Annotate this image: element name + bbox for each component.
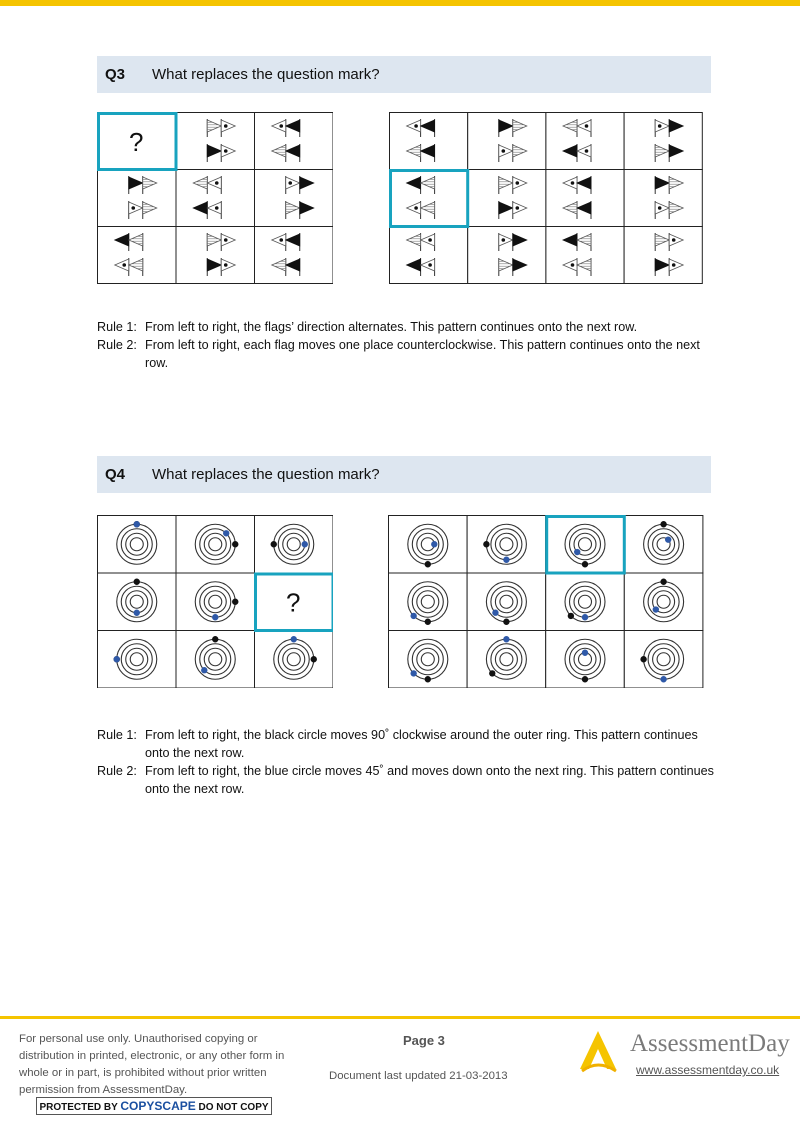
flag-dot xyxy=(428,238,432,242)
q3-rules xyxy=(97,318,717,372)
q3-header xyxy=(97,56,711,93)
black-dot xyxy=(660,579,666,585)
blue-dot xyxy=(665,536,671,542)
black-dot xyxy=(232,541,238,547)
flag-dot xyxy=(428,263,432,267)
black-dot xyxy=(489,670,495,676)
last-updated: Document last updated 21-03-2013 xyxy=(329,1070,508,1082)
q3-rule-1 xyxy=(97,318,717,336)
brand-name: AssessmentDay xyxy=(630,1030,790,1057)
blue-dot xyxy=(574,549,580,555)
flag-dot xyxy=(122,263,126,267)
black-dot xyxy=(568,613,574,619)
rule-text: From left to right, the flags’ direction alternates. This pattern continues onto the next row. xyxy=(145,320,638,334)
flag-dot xyxy=(585,124,589,128)
flag-dot xyxy=(658,206,662,210)
top-accent-bar xyxy=(0,0,800,6)
flag-dot xyxy=(516,181,520,185)
q4-question-mark: ? xyxy=(286,587,301,618)
grid-cell xyxy=(624,170,702,227)
flag-dot xyxy=(224,263,228,267)
assessmentday-logo-icon xyxy=(578,1029,618,1073)
rule-label: Rule 2: xyxy=(97,764,137,778)
copyscape-prefix: PROTECTED BY xyxy=(39,1102,118,1113)
q3-question-mark: ? xyxy=(129,127,144,157)
copyscape-brand: COPYSCAPE xyxy=(120,1099,196,1113)
blue-dot xyxy=(503,636,509,642)
flag-dot xyxy=(502,238,506,242)
flag-dot xyxy=(414,206,418,210)
grid-cell xyxy=(468,113,546,170)
blue-dot xyxy=(653,606,659,612)
blue-dot xyxy=(291,636,297,642)
flag-dot xyxy=(224,238,228,242)
grid-cell xyxy=(390,113,468,170)
q3-answer-grid xyxy=(389,112,703,284)
q3-question: What replaces the question mark? xyxy=(152,66,380,83)
blue-dot xyxy=(114,656,120,662)
rule-label: Rule 2: xyxy=(97,338,137,352)
black-dot xyxy=(582,676,588,682)
grid-cell xyxy=(176,227,255,284)
rule-label: Rule 1: xyxy=(97,728,137,742)
flag-dot xyxy=(279,124,283,128)
flag-dot xyxy=(672,238,676,242)
q4-question-grid xyxy=(97,515,333,688)
flag-dot xyxy=(279,238,283,242)
blue-dot xyxy=(492,610,498,616)
grid-cell xyxy=(546,113,624,170)
black-dot xyxy=(212,636,218,642)
grid-cell xyxy=(98,227,177,284)
black-dot xyxy=(503,619,509,625)
blue-dot xyxy=(134,610,140,616)
flag-dot xyxy=(585,149,589,153)
blue-dot xyxy=(223,530,229,536)
black-dot xyxy=(425,676,431,682)
grid-cell xyxy=(98,170,177,227)
flag-dot xyxy=(658,124,662,128)
blue-dot xyxy=(410,613,416,619)
grid-cell xyxy=(624,113,702,170)
grid-cell xyxy=(546,227,624,284)
grid-cell xyxy=(468,227,546,284)
black-dot xyxy=(271,541,277,547)
q3-number: Q3 xyxy=(105,66,126,83)
copyscape-badge[interactable] xyxy=(36,1097,272,1115)
q3-question-grid xyxy=(97,112,333,284)
black-dot xyxy=(483,541,489,547)
black-dot xyxy=(134,579,140,585)
q4-header xyxy=(97,456,711,493)
flag-dot xyxy=(224,149,228,153)
flag-dot xyxy=(672,263,676,267)
black-dot xyxy=(425,619,431,625)
blue-dot xyxy=(410,670,416,676)
black-dot xyxy=(640,656,646,662)
grid-cell xyxy=(546,170,624,227)
flag-dot xyxy=(414,124,418,128)
page-number: Page 3 xyxy=(403,1033,445,1048)
footer-legal-notice: For personal use only. Unauthorised copying or distribution in printed, electronic, or any other form in whole or in part, is prohibited without prior written permission from AssessmentDay. xyxy=(19,1033,285,1096)
flag-dot xyxy=(516,206,520,210)
blue-dot xyxy=(582,650,588,656)
rule-label: Rule 1: xyxy=(97,320,137,334)
rule-text: From left to right, each flag moves one place counterclockwise. This pattern continues onto the next row. xyxy=(145,338,700,370)
black-dot xyxy=(660,521,666,527)
copyscape-suffix: DO NOT COPY xyxy=(198,1102,269,1113)
q4-rules xyxy=(97,726,717,798)
flag-dot xyxy=(131,206,135,210)
black-dot xyxy=(582,561,588,567)
black-dot xyxy=(232,599,238,605)
q4-question: What replaces the question mark? xyxy=(152,466,380,483)
blue-dot xyxy=(134,521,140,527)
q4-rule-1 xyxy=(97,726,717,762)
grid-cell xyxy=(176,170,255,227)
grid-cell xyxy=(255,227,334,284)
flag-dot xyxy=(215,181,219,185)
grid-cell xyxy=(390,170,468,227)
blue-dot xyxy=(302,541,308,547)
black-dot xyxy=(311,656,317,662)
blue-dot xyxy=(431,541,437,547)
website-link[interactable]: www.assessmentday.co.uk xyxy=(636,1063,780,1077)
q3-rule-2 xyxy=(97,336,717,372)
grid-cell xyxy=(255,113,334,170)
flag-dot xyxy=(571,181,575,185)
grid-cell xyxy=(468,170,546,227)
footer-accent-line xyxy=(0,1016,800,1019)
q4-number: Q4 xyxy=(105,466,126,483)
rule-text: From left to right, the blue circle moves 45˚ and moves down onto the next ring. This pattern continues onto the next row. xyxy=(145,764,714,796)
blue-dot xyxy=(660,676,666,682)
blue-dot xyxy=(201,667,207,673)
grid-cell xyxy=(176,113,255,170)
grid-cell xyxy=(624,227,702,284)
blue-dot xyxy=(212,614,218,620)
black-dot xyxy=(425,561,431,567)
rule-text: From left to right, the black circle moves 90˚ clockwise around the outer ring. This pattern continues onto the next row. xyxy=(145,728,698,760)
blue-dot xyxy=(503,557,509,563)
blue-dot xyxy=(582,614,588,620)
q4-rule-2 xyxy=(97,762,717,798)
flag-dot xyxy=(571,263,575,267)
flag-dot xyxy=(224,124,228,128)
flag-dot xyxy=(288,181,292,185)
flag-dot xyxy=(215,206,219,210)
grid-cell xyxy=(255,170,334,227)
grid-cell xyxy=(390,227,468,284)
flag-dot xyxy=(502,149,506,153)
q4-answer-grid xyxy=(388,515,704,688)
